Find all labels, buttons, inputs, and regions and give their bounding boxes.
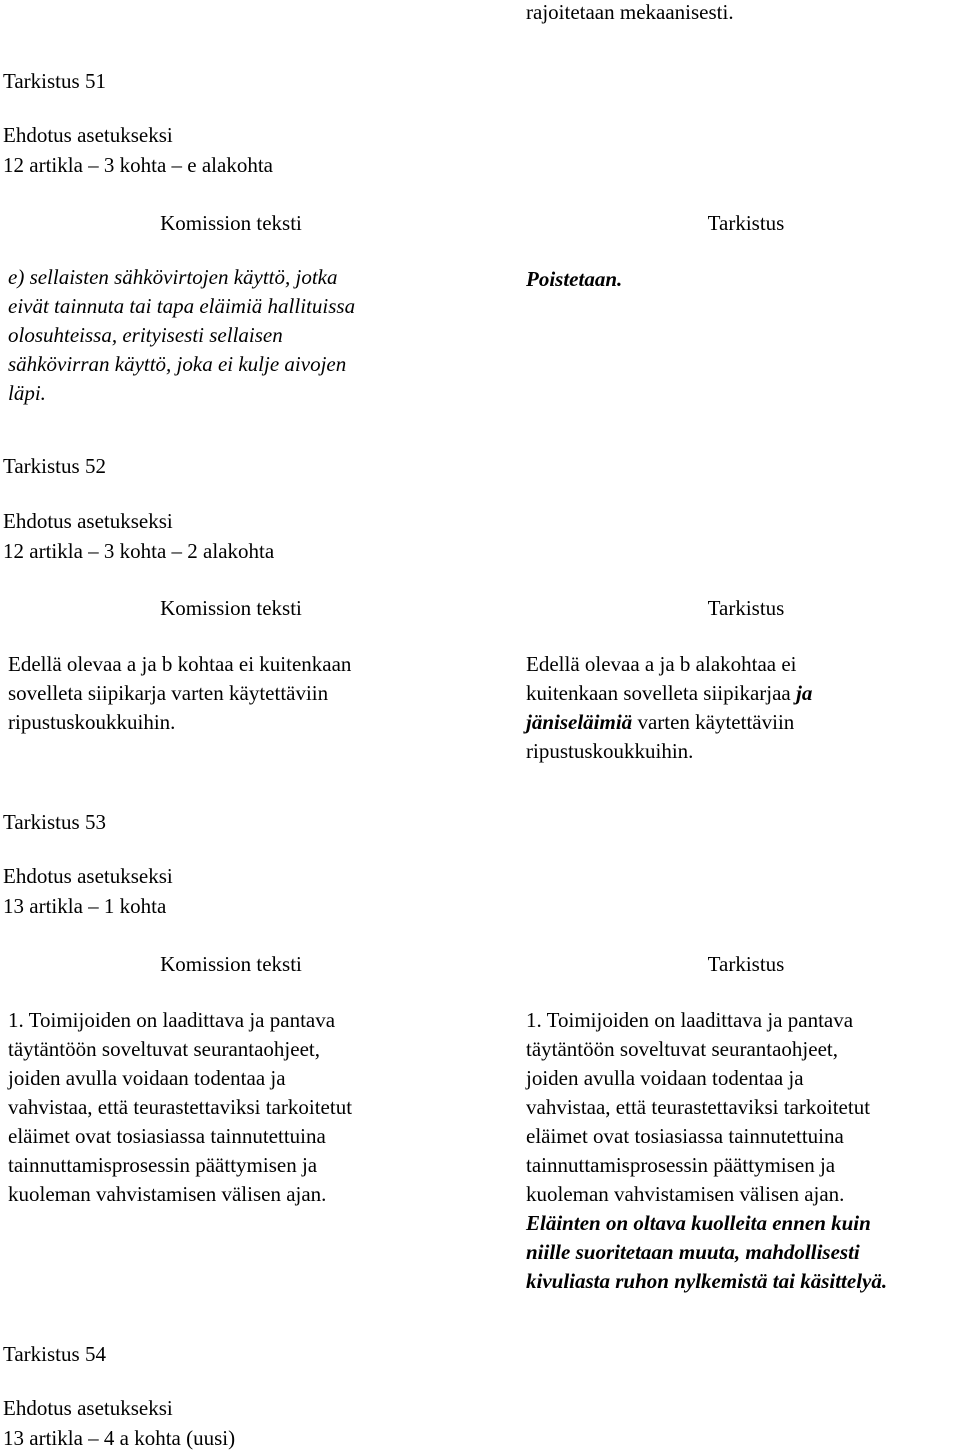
text-line: vahvistaa, että teurastettaviksi tarkoitetut bbox=[8, 1095, 353, 1119]
added-text: kivuliasta ruhon nylkemistä tai käsittelyä. bbox=[526, 1269, 888, 1293]
text-line: Edellä olevaa a ja b alakohtaa ei bbox=[526, 652, 797, 676]
added-text: Eläinten on oltava kuolleita ennen kuin bbox=[526, 1211, 871, 1235]
text-line: 1. Toimijoiden on laadittava ja pantava bbox=[8, 1008, 336, 1032]
amendment-text bbox=[526, 1006, 960, 1296]
text-line: täytäntöön soveltuvat seurantaohjeet, bbox=[8, 1037, 320, 1061]
amendment-number: Tarkistus 52 bbox=[3, 454, 106, 478]
article-reference: 13 artikla – 4 a kohta (uusi) bbox=[3, 1426, 236, 1450]
amendment-heading: Tarkistus bbox=[707, 596, 785, 620]
text-line: vahvistaa, että teurastettaviksi tarkoitetut bbox=[526, 1095, 871, 1119]
amendment-heading: Tarkistus bbox=[707, 952, 785, 976]
amendment-number: Tarkistus 51 bbox=[3, 69, 106, 93]
text-line: kuoleman vahvistamisen välisen ajan. bbox=[526, 1182, 845, 1206]
added-text: ja bbox=[796, 681, 813, 705]
text-line: sähkövirran käyttö, joka ei kulje aivojen bbox=[8, 352, 347, 376]
text-line: joiden avulla voidaan todentaa ja bbox=[8, 1066, 286, 1090]
text-line: eläimet ovat tosiasiassa tainnutettuina bbox=[8, 1124, 326, 1148]
proposal-label: Ehdotus asetukseksi bbox=[3, 1396, 173, 1420]
text-line: Edellä olevaa a ja b kohtaa ei kuitenkaan bbox=[8, 652, 352, 676]
text-segment: kuitenkaan sovelleta siipikarjaa bbox=[526, 681, 791, 705]
text-line: e) sellaisten sähkövirtojen käyttö, jotka bbox=[8, 265, 338, 289]
text-line: tainnuttamisprosessin päättymisen ja bbox=[526, 1153, 836, 1177]
added-text: niille suoritetaan muuta, mahdollisesti bbox=[526, 1240, 860, 1264]
text-line: tainnuttamisprosessin päättymisen ja bbox=[8, 1153, 318, 1177]
proposal-label: Ehdotus asetukseksi bbox=[3, 509, 173, 533]
text-segment: varten käytettäviin bbox=[637, 710, 795, 734]
text-line: täytäntöön soveltuvat seurantaohjeet, bbox=[526, 1037, 838, 1061]
text-line: joiden avulla voidaan todentaa ja bbox=[526, 1066, 804, 1090]
article-reference: 12 artikla – 3 kohta – e alakohta bbox=[3, 153, 273, 177]
amendment-number: Tarkistus 54 bbox=[3, 1342, 106, 1366]
amendment-number: Tarkistus 53 bbox=[3, 810, 106, 834]
text-line: eivät tainnuta tai tapa eläimiä hallituissa bbox=[8, 294, 356, 318]
text-line: ripustuskoukkuihin. bbox=[8, 710, 176, 734]
commission-text bbox=[8, 263, 448, 408]
text-line bbox=[526, 708, 960, 737]
article-reference: 13 artikla – 1 kohta bbox=[3, 894, 167, 918]
commission-text-heading: Komission teksti bbox=[160, 596, 302, 620]
text-line: kuoleman vahvistamisen välisen ajan. bbox=[8, 1182, 327, 1206]
article-reference: 12 artikla – 3 kohta – 2 alakohta bbox=[3, 539, 275, 563]
commission-text bbox=[8, 1006, 448, 1209]
proposal-label: Ehdotus asetukseksi bbox=[3, 864, 173, 888]
commission-text-heading: Komission teksti bbox=[160, 952, 302, 976]
text-line: sovelleta siipikarja varten käytettäviin bbox=[8, 681, 329, 705]
text-line bbox=[526, 679, 960, 708]
text-line: läpi. bbox=[8, 381, 46, 405]
text-line: olosuhteissa, erityisesti sellaisen bbox=[8, 323, 283, 347]
amendment-text bbox=[526, 265, 960, 294]
continuation-text: rajoitetaan mekaanisesti. bbox=[526, 0, 734, 24]
amendment-heading: Tarkistus bbox=[707, 211, 785, 235]
commission-text bbox=[8, 650, 448, 737]
text-line: 1. Toimijoiden on laadittava ja pantava bbox=[526, 1008, 854, 1032]
text-line: eläimet ovat tosiasiassa tainnutettuina bbox=[526, 1124, 844, 1148]
commission-text-heading: Komission teksti bbox=[160, 211, 302, 235]
proposal-label: Ehdotus asetukseksi bbox=[3, 123, 173, 147]
amendment-text bbox=[526, 650, 960, 766]
added-text: jäniseläimiä bbox=[526, 710, 633, 734]
text-line: Poistetaan. bbox=[526, 267, 623, 291]
text-line: ripustuskoukkuihin. bbox=[526, 739, 694, 763]
